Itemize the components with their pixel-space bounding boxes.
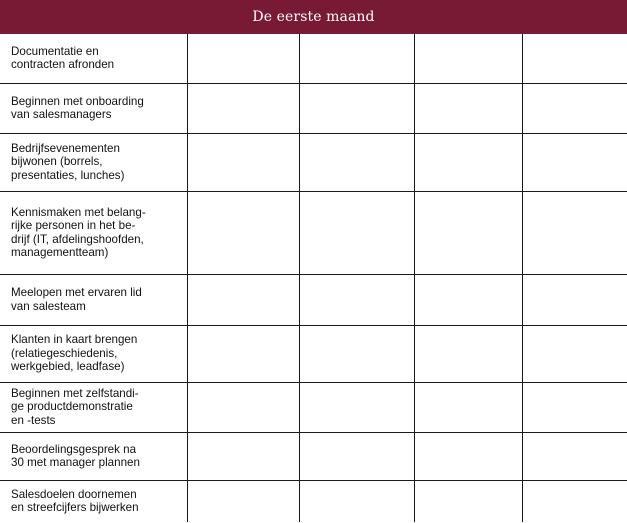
table-row (0, 34, 627, 83)
check-cell[interactable] (187, 480, 299, 522)
checklist-table (0, 34, 627, 522)
table-row (0, 432, 627, 480)
check-cell[interactable] (299, 274, 414, 325)
task-label: Klanten in kaart brengen (relatiegeschiedenis, werkgebied, leadfase) (0, 325, 187, 382)
check-cell[interactable] (299, 191, 414, 274)
check-cell[interactable] (414, 325, 522, 382)
check-cell[interactable] (414, 432, 522, 480)
check-cell[interactable] (187, 274, 299, 325)
check-cell[interactable] (414, 480, 522, 522)
check-cell[interactable] (299, 133, 414, 191)
check-cell[interactable] (187, 432, 299, 480)
task-label: Beginnen met onboarding van salesmanagers (0, 83, 187, 133)
check-cell[interactable] (414, 274, 522, 325)
check-cell[interactable] (299, 83, 414, 133)
check-cell[interactable] (414, 34, 522, 83)
task-label: Documentatie en contracten afronden (0, 34, 187, 83)
task-label: Beginnen met zelfstandi- ge productdemonstratie en -tests (0, 382, 187, 432)
check-cell[interactable] (522, 382, 627, 432)
check-cell[interactable] (187, 34, 299, 83)
check-cell[interactable] (187, 191, 299, 274)
check-cell[interactable] (187, 325, 299, 382)
check-cell[interactable] (522, 480, 627, 522)
check-cell[interactable] (299, 480, 414, 522)
task-label: Beoordelingsgesprek na 30 met manager plannen (0, 432, 187, 480)
table-row (0, 480, 627, 522)
table-row (0, 325, 627, 382)
check-cell[interactable] (187, 83, 299, 133)
task-label: Kennismaken met belang- rijke personen in het be- drijf (IT, afdelingshoofden, managementteam) (0, 191, 187, 274)
table-row (0, 191, 627, 274)
check-cell[interactable] (522, 34, 627, 83)
check-cell[interactable] (522, 83, 627, 133)
task-label: Bedrijfsevenementen bijwonen (borrels, presentaties, lunches) (0, 133, 187, 191)
check-cell[interactable] (522, 432, 627, 480)
table-row (0, 274, 627, 325)
check-cell[interactable] (187, 133, 299, 191)
check-cell[interactable] (522, 325, 627, 382)
check-cell[interactable] (414, 133, 522, 191)
check-cell[interactable] (299, 325, 414, 382)
table-row (0, 382, 627, 432)
table-header (0, 0, 627, 34)
check-cell[interactable] (522, 133, 627, 191)
table-row (0, 133, 627, 191)
check-cell[interactable] (414, 83, 522, 133)
check-cell[interactable] (522, 274, 627, 325)
check-cell[interactable] (299, 34, 414, 83)
task-label: Meelopen met ervaren lid van salesteam (0, 274, 187, 325)
check-cell[interactable] (187, 382, 299, 432)
check-cell[interactable] (414, 382, 522, 432)
check-cell[interactable] (522, 191, 627, 274)
check-cell[interactable] (299, 382, 414, 432)
check-cell[interactable] (414, 191, 522, 274)
table-row (0, 83, 627, 133)
header-title: De eerste maand (252, 9, 375, 25)
task-label: Salesdoelen doornemen en streefcijfers bijwerken (0, 480, 187, 522)
check-cell[interactable] (299, 432, 414, 480)
